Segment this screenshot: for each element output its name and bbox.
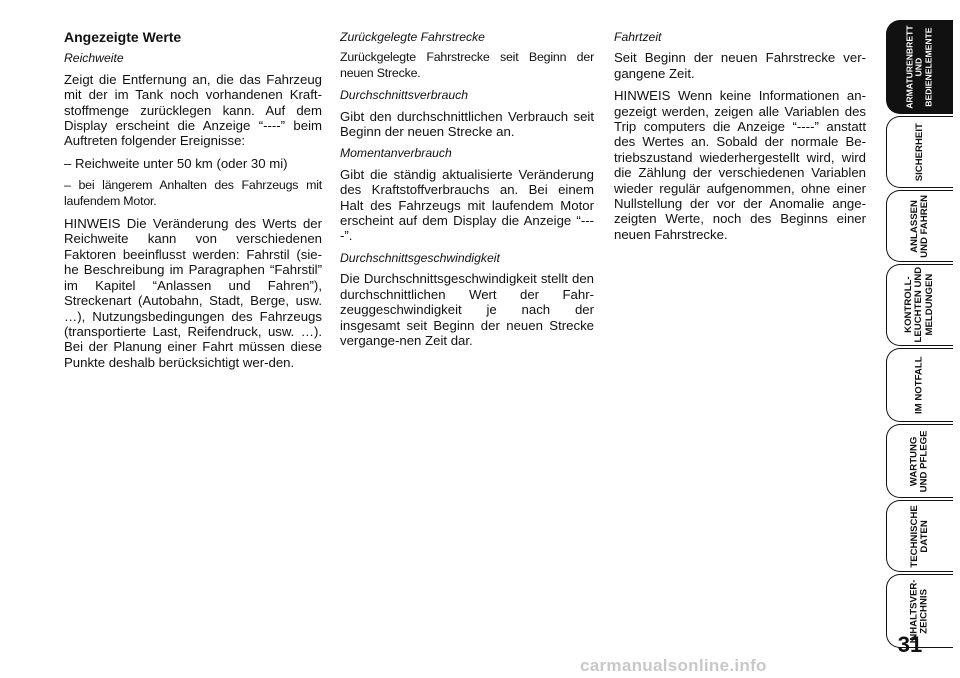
tab-technische-daten[interactable] <box>886 500 953 572</box>
tab-label: WARTUNG UND PFLEGE <box>908 430 930 492</box>
tab-label: INHALTSVER- ZEICHNIS <box>908 579 930 643</box>
tab-label: ANLASSEN UND FAHREN <box>908 194 930 258</box>
tab-wartung[interactable] <box>886 424 953 498</box>
paragraph: – Reichweite unter 50 km (oder 30 mi) <box>64 155 288 171</box>
paragraph: Seit Beginn der neuen Fahrstrecke ver-gangene Zeit. <box>614 50 866 81</box>
paragraph: Die Durchschnittsgeschwindigkeit stellt den durchschnittlichen Wert der Fahr-zeuggeschwindigkeit je nach der insgesamt seit Beginn der neuen Strecke vergange-nen Zeit dar. <box>340 271 594 348</box>
paragraph: Gibt die ständig aktualisierte Veränderung des Kraftstoffverbrauchs an. Bei einem Halt des Fahrzeugs mit laufendem Motor erscheint auf dem Display die Anzeige “----”. <box>340 166 594 244</box>
subheading-momentanverbrauch: Momentanverbrauch <box>340 146 452 161</box>
tab-label: SICHERHEIT <box>913 122 925 182</box>
subheading-reichweite: Reichweite <box>64 51 124 66</box>
column-1 <box>64 30 322 377</box>
tab-label: KONTROLL- LEUCHTEN UND MELDUNGEN <box>903 267 936 343</box>
tab-armaturenbrett[interactable] <box>886 20 953 114</box>
subheading-fahrtzeit: Fahrtzeit <box>614 30 662 44</box>
watermark: carmanualsonline.info <box>580 656 767 675</box>
paragraph: – bei längerem Anhalten des Fahrzeugs mit laufendem Motor. <box>64 178 322 208</box>
paragraph: Gibt den durchschnittlichen Verbrauch seit Beginn der neuen Strecke an. <box>340 108 594 140</box>
note-paragraph: HINWEIS Die Veränderung des Werts der Reichweite kann von verschiedenen Faktoren beeinflusst werden: Fahrstil (sie-he Beschreibung im Paragraphen “Fahrstil” im Kapitel “Anlassen und Fahren”), Streckenart (Autobahn, Stadt, Berge, usw. …), Nutzungsbedingungen des Fahrzeugs (transportierte Last, Reifendruck, usw. …). Bei der Planung einer Fahrt müssen diese Punkte deshalb berücksichtigt wer-den. <box>64 216 322 370</box>
subheading-durchschnittsgeschwindigkeit: Durchschnittsgeschwindigkeit <box>340 250 500 265</box>
tab-anlassen[interactable] <box>886 190 953 262</box>
paragraph: Zeigt die Entfernung an, die das Fahrzeug mit der im Tank noch vorhandenen Kraft-stoffmenge zurücklegen kann. Auf dem Display erscheint die Anzeige “----” beim Auftreten folgender Ereignisse: <box>64 71 322 149</box>
column-3 <box>614 30 866 249</box>
tab-im-notfall[interactable] <box>886 348 953 422</box>
tab-kontrollleuchten[interactable] <box>886 264 953 346</box>
column-2 <box>340 30 594 355</box>
subheading-durchschnittsverbrauch: Durchschnittsverbrauch <box>340 88 469 103</box>
page-number: 31 <box>897 632 923 657</box>
tab-label: TECHNISCHE DATEN <box>908 504 930 568</box>
subheading-fahrstrecke: Zurückgelegte Fahrstrecke <box>340 30 485 44</box>
tab-sicherheit[interactable] <box>886 116 953 188</box>
chapter-tabs <box>886 20 960 643</box>
section-heading: Angezeigte Werte <box>64 29 182 45</box>
tab-label: ARMATURENBRETT UND BEDIENELEMENTE <box>904 25 934 109</box>
note-paragraph: HINWEIS Wenn keine Informationen an-gezeigt werden, zeigen alle Variablen des Trip computers die Anzeige “----” anstatt des Wertes an. Sobald der normale Be-triebszustand wiederhergestellt wird, wird die Zählung der verschiedenen Variablen wieder regulär aufgenommen, ohne einer Nullstellung der vor der Anomalie ange-zeigten Werte, noch des Beginns einer neuen Fahrstrecke. <box>614 88 866 242</box>
paragraph: Zurückgelegte Fahrstrecke seit Beginn der neuen Strecke. <box>340 50 594 80</box>
tab-label: IM NOTFALL <box>913 356 925 414</box>
